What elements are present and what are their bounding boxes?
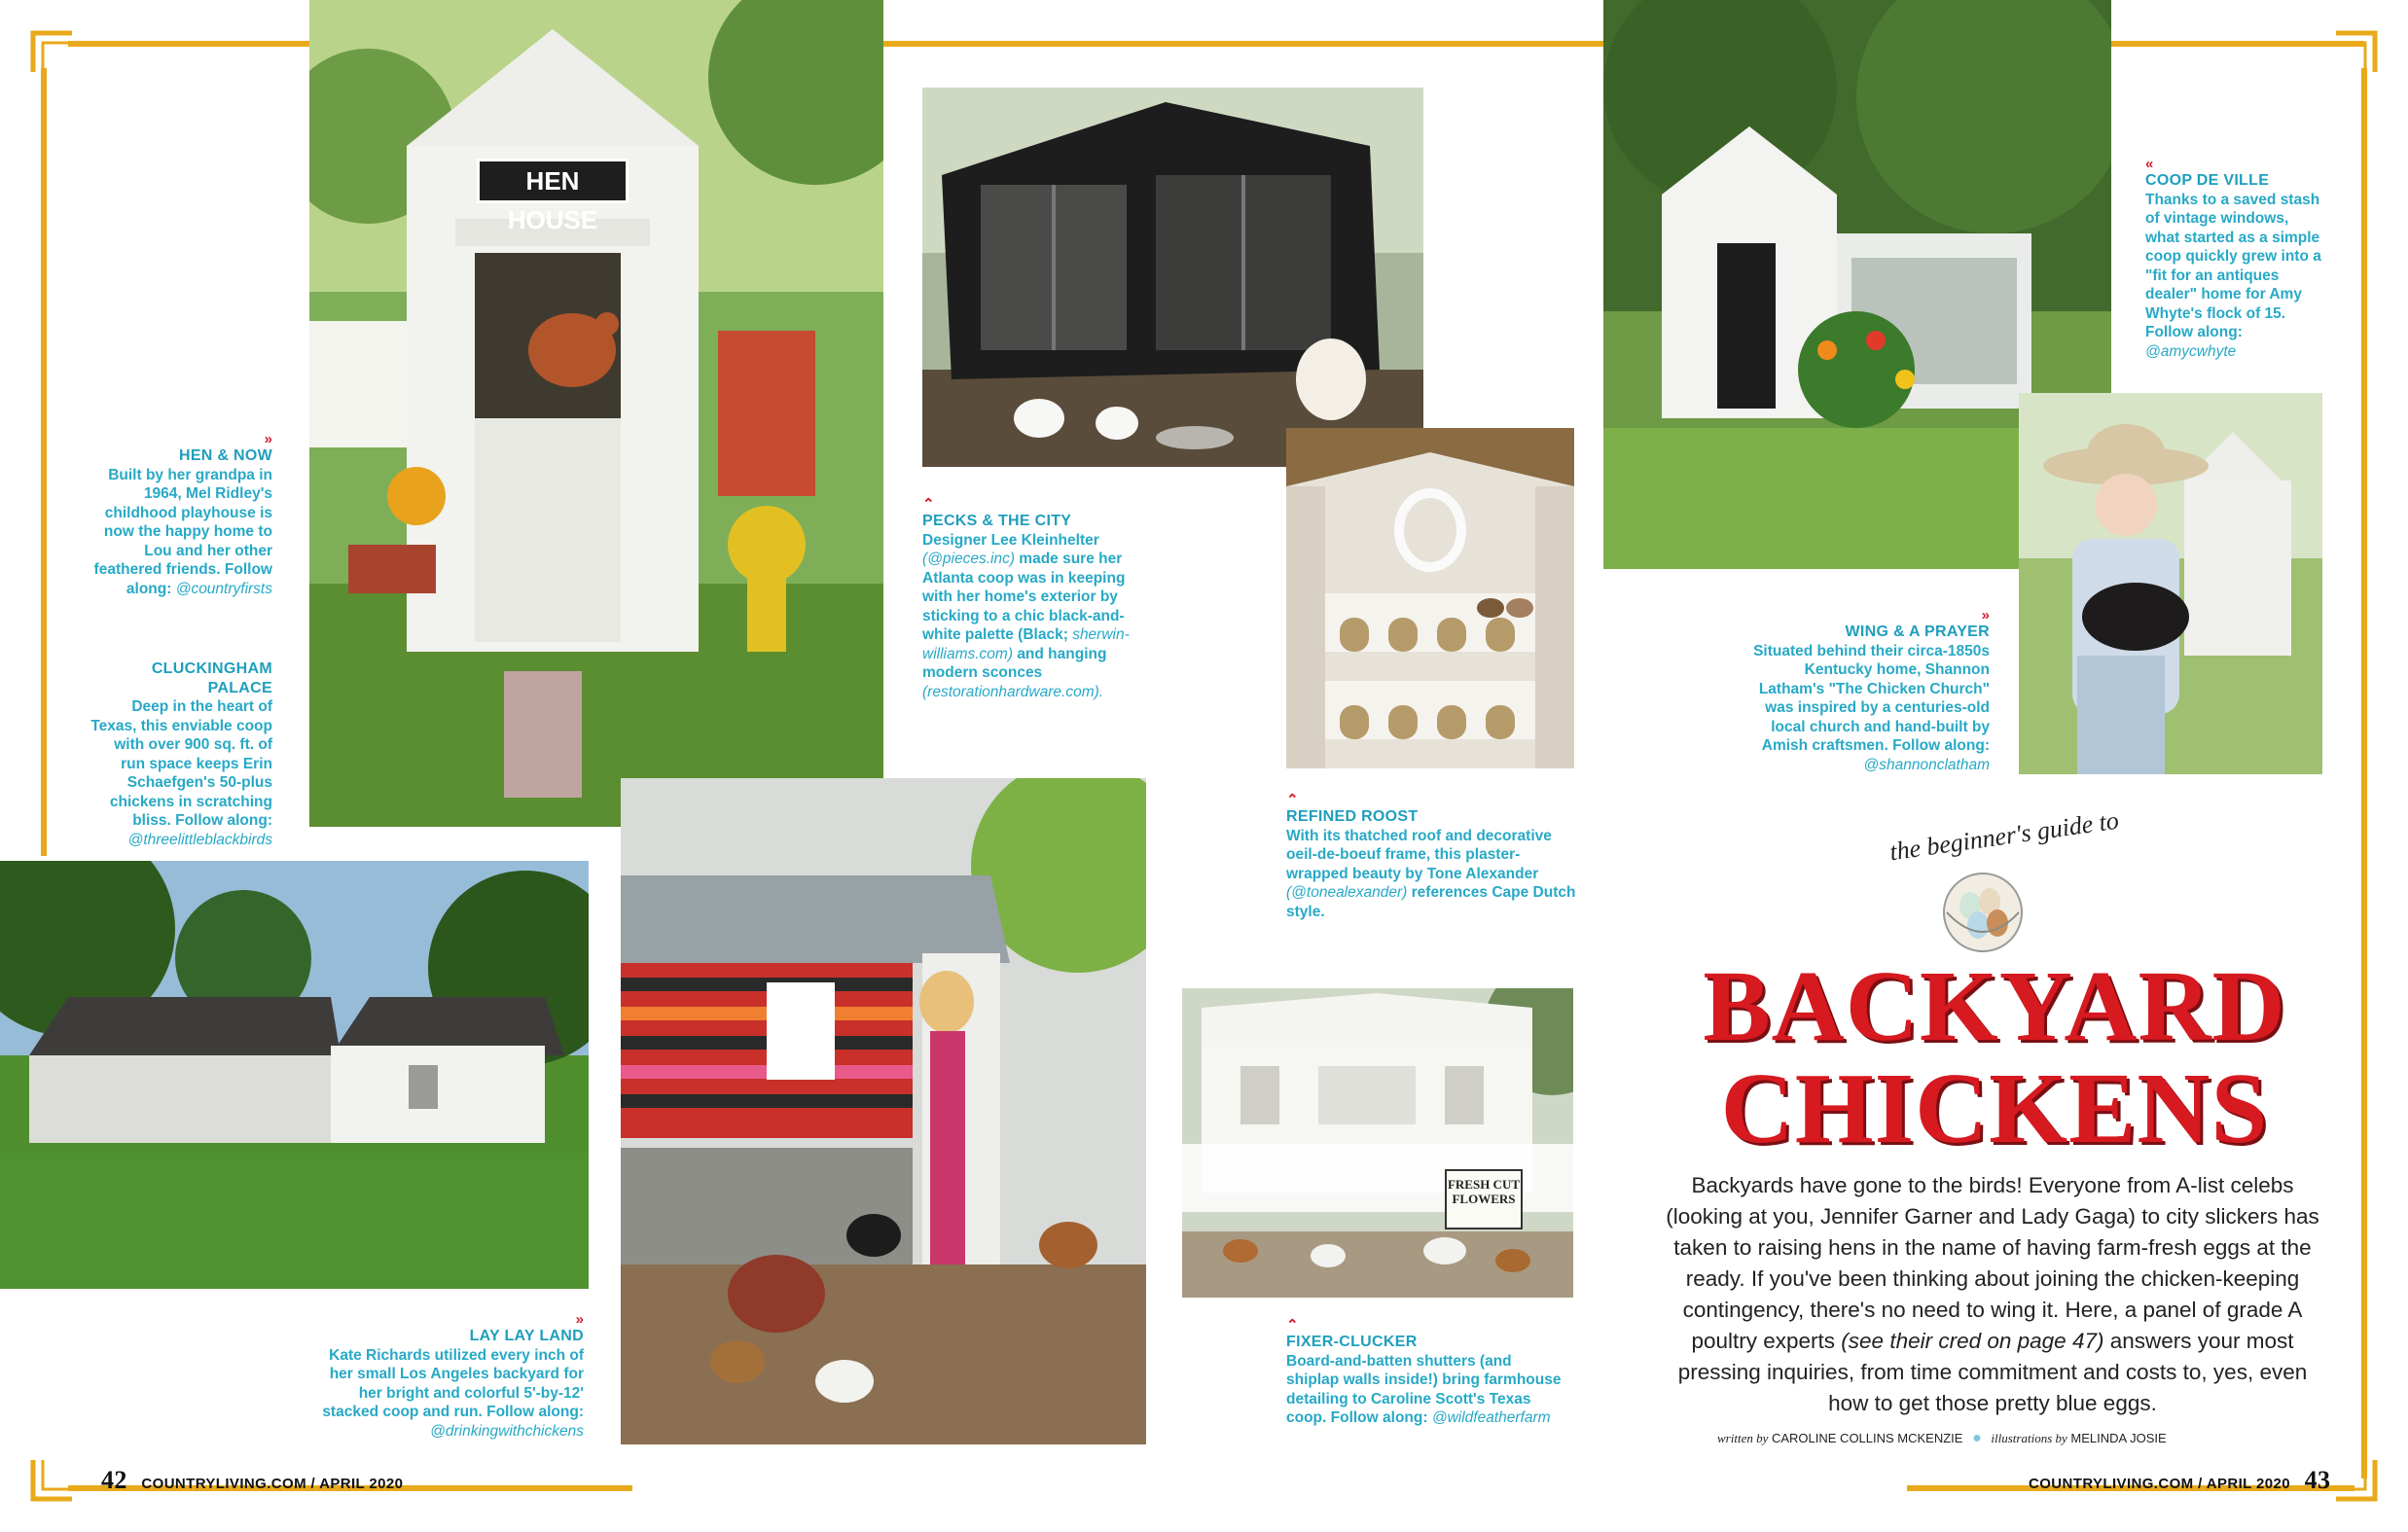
chevron-up-icon: ⌃ (922, 496, 935, 513)
illustrations-name: MELINDA JOSIE (2070, 1431, 2167, 1445)
chevron-right-icon: » (264, 431, 272, 447)
caption-heading: FIXER-CLUCKER (1286, 1334, 1418, 1350)
quote-chevron-icon: « (2145, 156, 2154, 172)
caption-body: Thanks to a saved stash of vintage windows, what started as a simple coop quickly grew into a "fit for an antiques dealer" home for Amy Whyte's flock of 15. Follow along: (2145, 191, 2321, 340)
caption-heading: CLUCKINGHAM PALACE (151, 660, 272, 696)
byline (1717, 1430, 2167, 1447)
caption-handle: (@tonealexander) (1286, 884, 1408, 901)
caption-handle: @countryfirsts (175, 580, 272, 597)
fixer-clucker-photo (1182, 988, 1573, 1298)
caption-cluckingham (86, 659, 272, 849)
caption-fixer-clucker (1286, 1319, 1568, 1428)
caption-handle: @drinkingwithchickens (430, 1422, 584, 1440)
frame-top-right (2109, 41, 2364, 47)
egg-basket-icon (1939, 869, 2027, 956)
chevron-up-icon: ⌃ (1286, 1317, 1299, 1334)
folio-left-text: COUNTRYLIVING.COM / APRIL 2020 (141, 1476, 404, 1492)
deck-text: Backyards have gone to the birds! Everyone from A-list celebs (looking at you, Jennifer Garner and Lady Gaga) to city slickers has taken to raising hens in the name of having farm-fresh eggs at the ready. If you've been thinking about joining the chicken-keeping contingency, there's no need to wing it. Here, a panel of grade A poultry experts (1666, 1173, 2319, 1353)
caption-wing-prayer (1746, 609, 1990, 774)
chevron-right-icon: » (1981, 607, 1990, 623)
caption-heading: REFINED ROOST (1286, 808, 1419, 825)
caption-body: and hanging modern sconces (922, 645, 1107, 681)
caption-refined-roost (1286, 794, 1578, 921)
corner-ornament-tr (2332, 29, 2379, 76)
written-by-name: CAROLINE COLLINS MCKENZIE (1771, 1431, 1963, 1445)
title-line-1-text: BACKYARD (1703, 950, 2286, 1062)
chevron-right-icon: » (575, 1311, 584, 1328)
kicker-text: the beginner's guide to (1887, 805, 2121, 867)
caption-handle: (restorationhardware.com). (922, 683, 1104, 700)
page-number-left: 42 (101, 1466, 127, 1494)
pecks-city-photo (922, 88, 1423, 467)
title-line-2 (1683, 1052, 2306, 1164)
caption-body: Kate Richards utilized every inch of her small Los Angeles backyard for her bright and colorful 5'-by-12' stacked coop and run. Follow along: (322, 1346, 584, 1420)
caption-coop-de-ville (2145, 158, 2325, 361)
folio-left (101, 1466, 403, 1495)
title-line-2-text: CHICKENS (1720, 1052, 2269, 1164)
hen-house-sign (477, 159, 629, 234)
fresh-cut-flowers-text: FRESH CUT FLOWERS (1447, 1177, 1521, 1206)
corner-ornament-tl (29, 29, 76, 76)
wing-prayer-photo (2019, 393, 2322, 774)
page-number-right: 43 (2304, 1466, 2331, 1494)
fresh-cut-flowers-sign (1445, 1169, 1523, 1229)
frame-left (41, 68, 47, 856)
caption-handle: @threelittleblackbirds (127, 831, 272, 848)
caption-body: Board-and-batten shutters (and shiplap walls inside!) bring farmhouse detailing to Caroline Scott's Texas coop. Follow along: (1286, 1352, 1562, 1426)
corner-ornament-bl (29, 1456, 76, 1503)
colorful-coop-photo (621, 778, 1146, 1444)
written-by-label: written by (1717, 1431, 1769, 1445)
caption-handle: @amycwhyte (2145, 342, 2237, 360)
caption-handle: @wildfeatherfarm (1431, 1409, 1551, 1426)
caption-body: made sure her Atlanta coop was in keeping with her home's exterior by sticking to a chic black-and-white palette (Black; (922, 551, 1126, 643)
frame-top-mid (883, 41, 1603, 47)
chevron-up-icon: ⌃ (1286, 792, 1299, 808)
folio-right-text: COUNTRYLIVING.COM / APRIL 2020 (2029, 1476, 2290, 1492)
deck-paragraph (1662, 1170, 2323, 1419)
caption-pecks-city (922, 498, 1136, 701)
frame-right (2361, 68, 2367, 1479)
hen-house-photo (309, 0, 883, 827)
caption-handle: (@pieces.inc) (922, 551, 1015, 567)
caption-body: Designer Lee Kleinhelter (922, 531, 1099, 549)
caption-body: references Cape Dutch style. (1286, 884, 1576, 920)
refined-roost-photo (1286, 428, 1574, 768)
caption-body: Deep in the heart of Texas, this enviable coop with over 900 sq. ft. of run space keeps Erin Schaefgen's 50-plus chickens in scratching bliss. Follow along: (90, 698, 272, 829)
caption-handle: @shannonclatham (1863, 756, 1990, 773)
caption-body: Built by her grandpa in 1964, Mel Ridley's childhood playhouse is now the happy home to Lou and her other feathered friends. Follow along: (93, 466, 272, 597)
frame-top-left (68, 41, 311, 47)
corner-ornament-br (2332, 1456, 2379, 1503)
caption-heading: WING & A PRAYER (1845, 623, 1990, 640)
caption-heading: COOP DE VILLE (2145, 172, 2270, 189)
drop-icon: ● (1972, 1430, 1982, 1446)
title-line-1 (1683, 950, 2306, 1062)
hen-house-sign-text: HEN HOUSE (507, 166, 598, 234)
folio-right (2029, 1466, 2330, 1495)
caption-handle: sherwin-williams.com) (922, 626, 1130, 662)
caption-body: Situated behind their circa-1850s Kentucky home, Shannon Latham's "The Chicken Church" was inspired by a centuries-old local church and hand-built by Amish craftsmen. Follow along: (1753, 642, 1990, 754)
illustrations-label: illustrations by (1991, 1431, 2067, 1445)
caption-body: With its thatched roof and decorative oeil-de-boeuf frame, this plaster-wrapped beauty by Tone Alexander (1286, 827, 1552, 882)
lay-lay-land-photo (0, 861, 589, 1289)
deck-text-2: answers your most pressing inquiries, from time commitment and costs to, yes, even how to get those pretty blue eggs. (1677, 1329, 2308, 1415)
deck-italic: (see their cred on page 47) (1841, 1329, 2104, 1353)
caption-heading: PECKS & THE CITY (922, 513, 1072, 529)
kicker (1852, 802, 2155, 873)
caption-heading: HEN & NOW (178, 447, 272, 464)
caption-heading: LAY LAY LAND (469, 1328, 584, 1344)
caption-lay-lay-land (321, 1313, 584, 1441)
caption-hen-now (88, 433, 272, 598)
